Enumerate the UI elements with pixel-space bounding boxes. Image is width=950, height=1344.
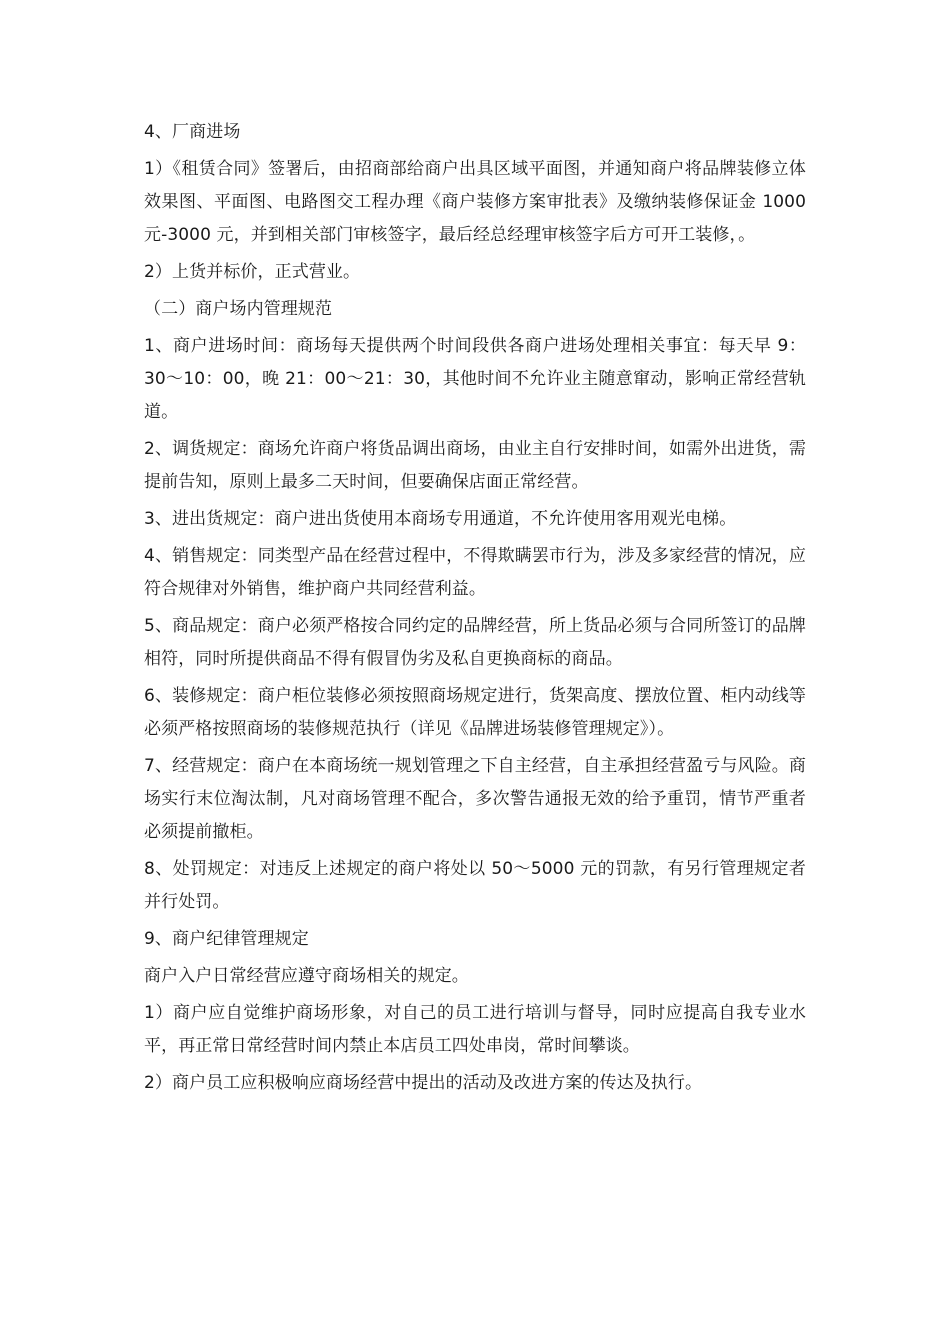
paragraph-staff-response: 2）商户员工应积极响应商场经营中提出的活动及改进方案的传达及执行。 [144,1073,703,1093]
paragraph-stocking: 2）上货并标价，正式营业。 [144,262,361,282]
paragraph-discipline-intro: 商户入户日常经营应遵守商场相关的规定。 [144,966,469,986]
paragraph-penalty-rules: 8、处罚规定：对违反上述规定的商户将处以 50～5000 元的罚款，有另行管理规定者并行处罚。 [144,859,806,912]
paragraph-decoration-rules: 6、装修规定：商户柜位装修必须按照商场规定进行，货架高度、摆放位置、柜内动线等必须严格按照商场的装修规范执行（详见《品牌进场装修管理规定》）。 [144,686,806,739]
paragraph-entry-time: 1、商户进场时间：商场每天提供两个时间段供各商户进场处理相关事宜：每天早 9：30～10：00，晚 21：00～21：30，其他时间不允许业主随意窜动，影响正常经营轨道。 [144,336,806,422]
section-heading-in-store-rules: （二）商户场内管理规范 [144,299,333,319]
section-heading-merchant-entry: 4、厂商进场 [144,122,241,142]
paragraph-lease-contract: 1）《租赁合同》签署后，由招商部给商户出具区域平面图，并通知商户将品牌装修立体效果图、平面图、电路图交工程办理《商户装修方案审批表》及缴纳装修保证金 1000 元-3000 元，并到相关部门审核签字，最后经总经理审核签字后方可开工装修，。 [144,159,806,245]
paragraph-product-rules: 5、商品规定：商户必须严格按合同约定的品牌经营，所上货品必须与合同所签订的品牌相符，同时所提供商品不得有假冒伪劣及私自更换商标的商品。 [144,616,806,669]
document-body [144,116,806,1104]
paragraph-transfer-rules: 2、调货规定：商场允许商户将货品调出商场，由业主自行安排时间，如需外出进货，需提前告知，原则上最多二天时间，但要确保店面正常经营。 [144,439,806,492]
paragraph-sales-rules: 4、销售规定：同类型产品在经营过程中，不得欺瞒罢市行为，涉及多家经营的情况，应符合规律对外销售，维护商户共同经营利益。 [144,546,806,599]
paragraph-operation-rules: 7、经营规定：商户在本商场统一规划管理之下自主经营，自主承担经营盈亏与风险。商场实行末位淘汰制，凡对商场管理不配合，多次警告通报无效的给予重罚，情节严重者必须提前撤柜。 [144,756,806,842]
paragraph-delivery-rules: 3、进出货规定：商户进出货使用本商场专用通道，不允许使用客用观光电梯。 [144,509,737,529]
section-heading-discipline: 9、商户纪律管理规定 [144,929,309,949]
paragraph-store-image: 1）商户应自觉维护商场形象，对自己的员工进行培训与督导，同时应提高自我专业水平，再正常日常经营时间内禁止本店员工四处串岗，常时间攀谈。 [144,1003,806,1056]
